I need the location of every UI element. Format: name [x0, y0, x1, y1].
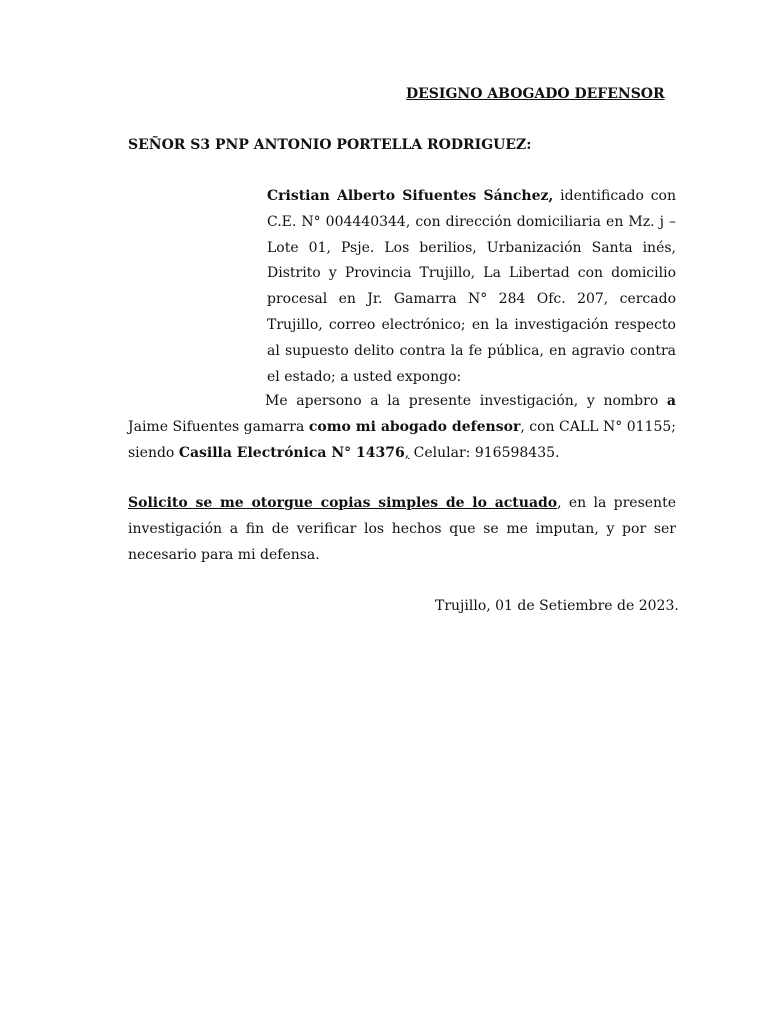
underlined-comma: ,: [404, 444, 410, 461]
petitioner-name: Cristian Alberto Sifuentes Sánchez,: [267, 188, 554, 204]
appointment-text-1: Me apersono a la presente investigación, y nombro: [265, 393, 667, 409]
appointment-text-2: Jaime Sifuentes gamarra: [128, 418, 309, 435]
electronic-box: Casilla Electrónica N° 14376: [178, 444, 405, 461]
request-text: , en la presente investigación a fin de verificar los hechos que se me imputan, y por ser necesario para mi defensa.: [128, 495, 676, 563]
appointment-text-3: , con CALL N° 01155; siendo: [128, 418, 676, 461]
document-title: DESIGNO ABOGADO DEFENSOR: [406, 86, 665, 102]
intro-text: identificado con C.E. N° 004440344, con dirección domiciliaria en Mz. j – Lote 01, Psje. Los berilios, Urbanización Santa inés, Distrito y Provincia Trujillo, La Libertad con domicilio procesal en Jr. Gamarra N° 284 Ofc. 207, cercado Trujillo, correo electrónico; en la investigación respecto al supuesto delito contra la fe pública, en agravio contra el estado; a usted expongo:: [267, 188, 676, 385]
appointment-paragraph: [128, 389, 676, 466]
request-paragraph: [128, 491, 676, 568]
date-line: Trujillo, 01 de Setiembre de 2023.: [435, 598, 679, 614]
request-heading: Solicito se me otorgue copias simples de lo actuado: [128, 495, 558, 511]
appointment-bold-a: a: [666, 393, 676, 409]
appointment-text-4: Celular: 916598435.: [409, 444, 560, 461]
lawyer-role: como mi abogado defensor: [308, 418, 521, 435]
intro-paragraph: [267, 184, 676, 390]
addressee-line: SEÑOR S3 PNP ANTONIO PORTELLA RODRIGUEZ:: [128, 137, 532, 153]
